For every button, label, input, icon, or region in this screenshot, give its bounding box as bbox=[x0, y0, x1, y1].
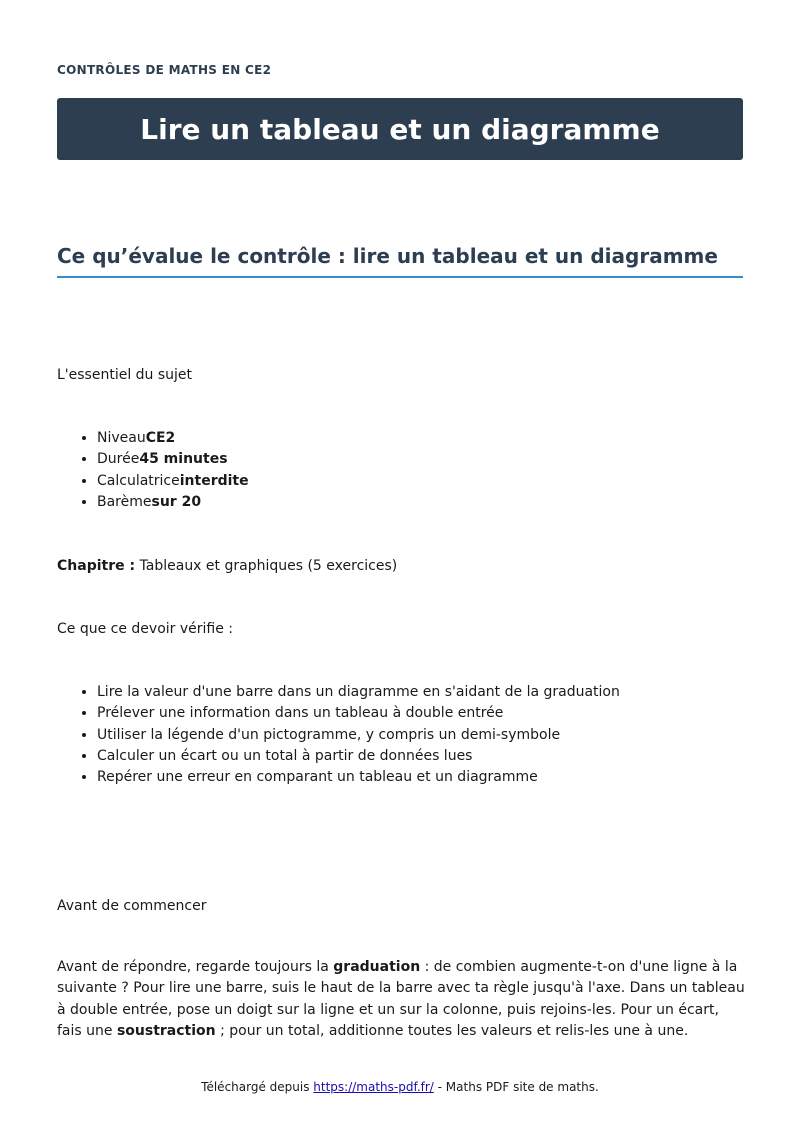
emphasis-graduation: graduation bbox=[333, 959, 421, 975]
list-item: • Calculer un écart ou un total à partir de données lues bbox=[97, 746, 620, 767]
item-label: Calculatrice bbox=[97, 472, 180, 489]
essentials-list bbox=[57, 428, 249, 513]
item-label: Niveau bbox=[97, 430, 146, 446]
item-value: 45 minutes bbox=[139, 451, 228, 468]
text-run: ; pour un total, additionne toutes les valeurs et relis-les une à une. bbox=[215, 1022, 689, 1039]
before-heading: Avant de commencer bbox=[57, 898, 207, 914]
source-link[interactable]: https://maths-pdf.fr/ bbox=[313, 1080, 434, 1094]
item-value: interdite bbox=[179, 472, 249, 489]
document-kicker: CONTRÔLES DE MATHS EN CE2 bbox=[57, 63, 272, 77]
page-title: Lire un tableau et un diagramme bbox=[140, 112, 660, 146]
list-item bbox=[97, 492, 249, 513]
chapter-value: Tableaux et graphiques (5 exercices) bbox=[139, 558, 398, 574]
text-run: Avant de répondre, regarde toujours la bbox=[57, 959, 334, 975]
item-value: CE2 bbox=[145, 430, 176, 446]
list-item bbox=[97, 449, 249, 470]
text-run: : de combien augmente-t-on d'une ligne à la suivante ? Pour lire une barre, suis le haut de la barre avec ta règle jusqu'à l'axe. Dans un tableau à double entrée, pose un doigt sur la ligne et un sur la colonne, puis rejoins-les. Pour un écart, fais une bbox=[57, 959, 745, 1039]
footer-suffix: - Maths PDF site de maths. bbox=[433, 1080, 599, 1094]
before-paragraph bbox=[57, 957, 747, 1042]
chapter-label: Chapitre : bbox=[57, 558, 136, 574]
list-item: • Prélever une information dans un tableau à double entrée bbox=[97, 703, 620, 724]
item-value: sur 20 bbox=[151, 493, 202, 510]
item-label: Durée bbox=[97, 451, 140, 468]
title-banner bbox=[57, 98, 743, 160]
checks-list bbox=[57, 682, 620, 788]
list-item: • Utiliser la légende d'un pictogramme, y compris un demi-symbole bbox=[97, 725, 620, 746]
page-footer bbox=[0, 1080, 800, 1094]
list-item: • Lire la valeur d'une barre dans un diagramme en s'aidant de la graduation bbox=[97, 682, 620, 703]
chapter-line bbox=[57, 556, 397, 577]
section-title: Ce qu’évalue le contrôle : lire un tableau et un diagramme bbox=[57, 244, 743, 278]
list-item bbox=[97, 428, 249, 449]
emphasis-soustraction: soustraction bbox=[116, 1022, 216, 1039]
item-label: Barème bbox=[97, 493, 152, 510]
list-item: • Repérer une erreur en comparant un tableau et un diagramme bbox=[97, 767, 620, 788]
essentials-heading: L'essentiel du sujet bbox=[57, 367, 193, 383]
list-item bbox=[97, 471, 249, 492]
footer-prefix: Téléchargé depuis bbox=[201, 1080, 314, 1094]
checks-heading: Ce que ce devoir vérifie : bbox=[57, 621, 234, 637]
